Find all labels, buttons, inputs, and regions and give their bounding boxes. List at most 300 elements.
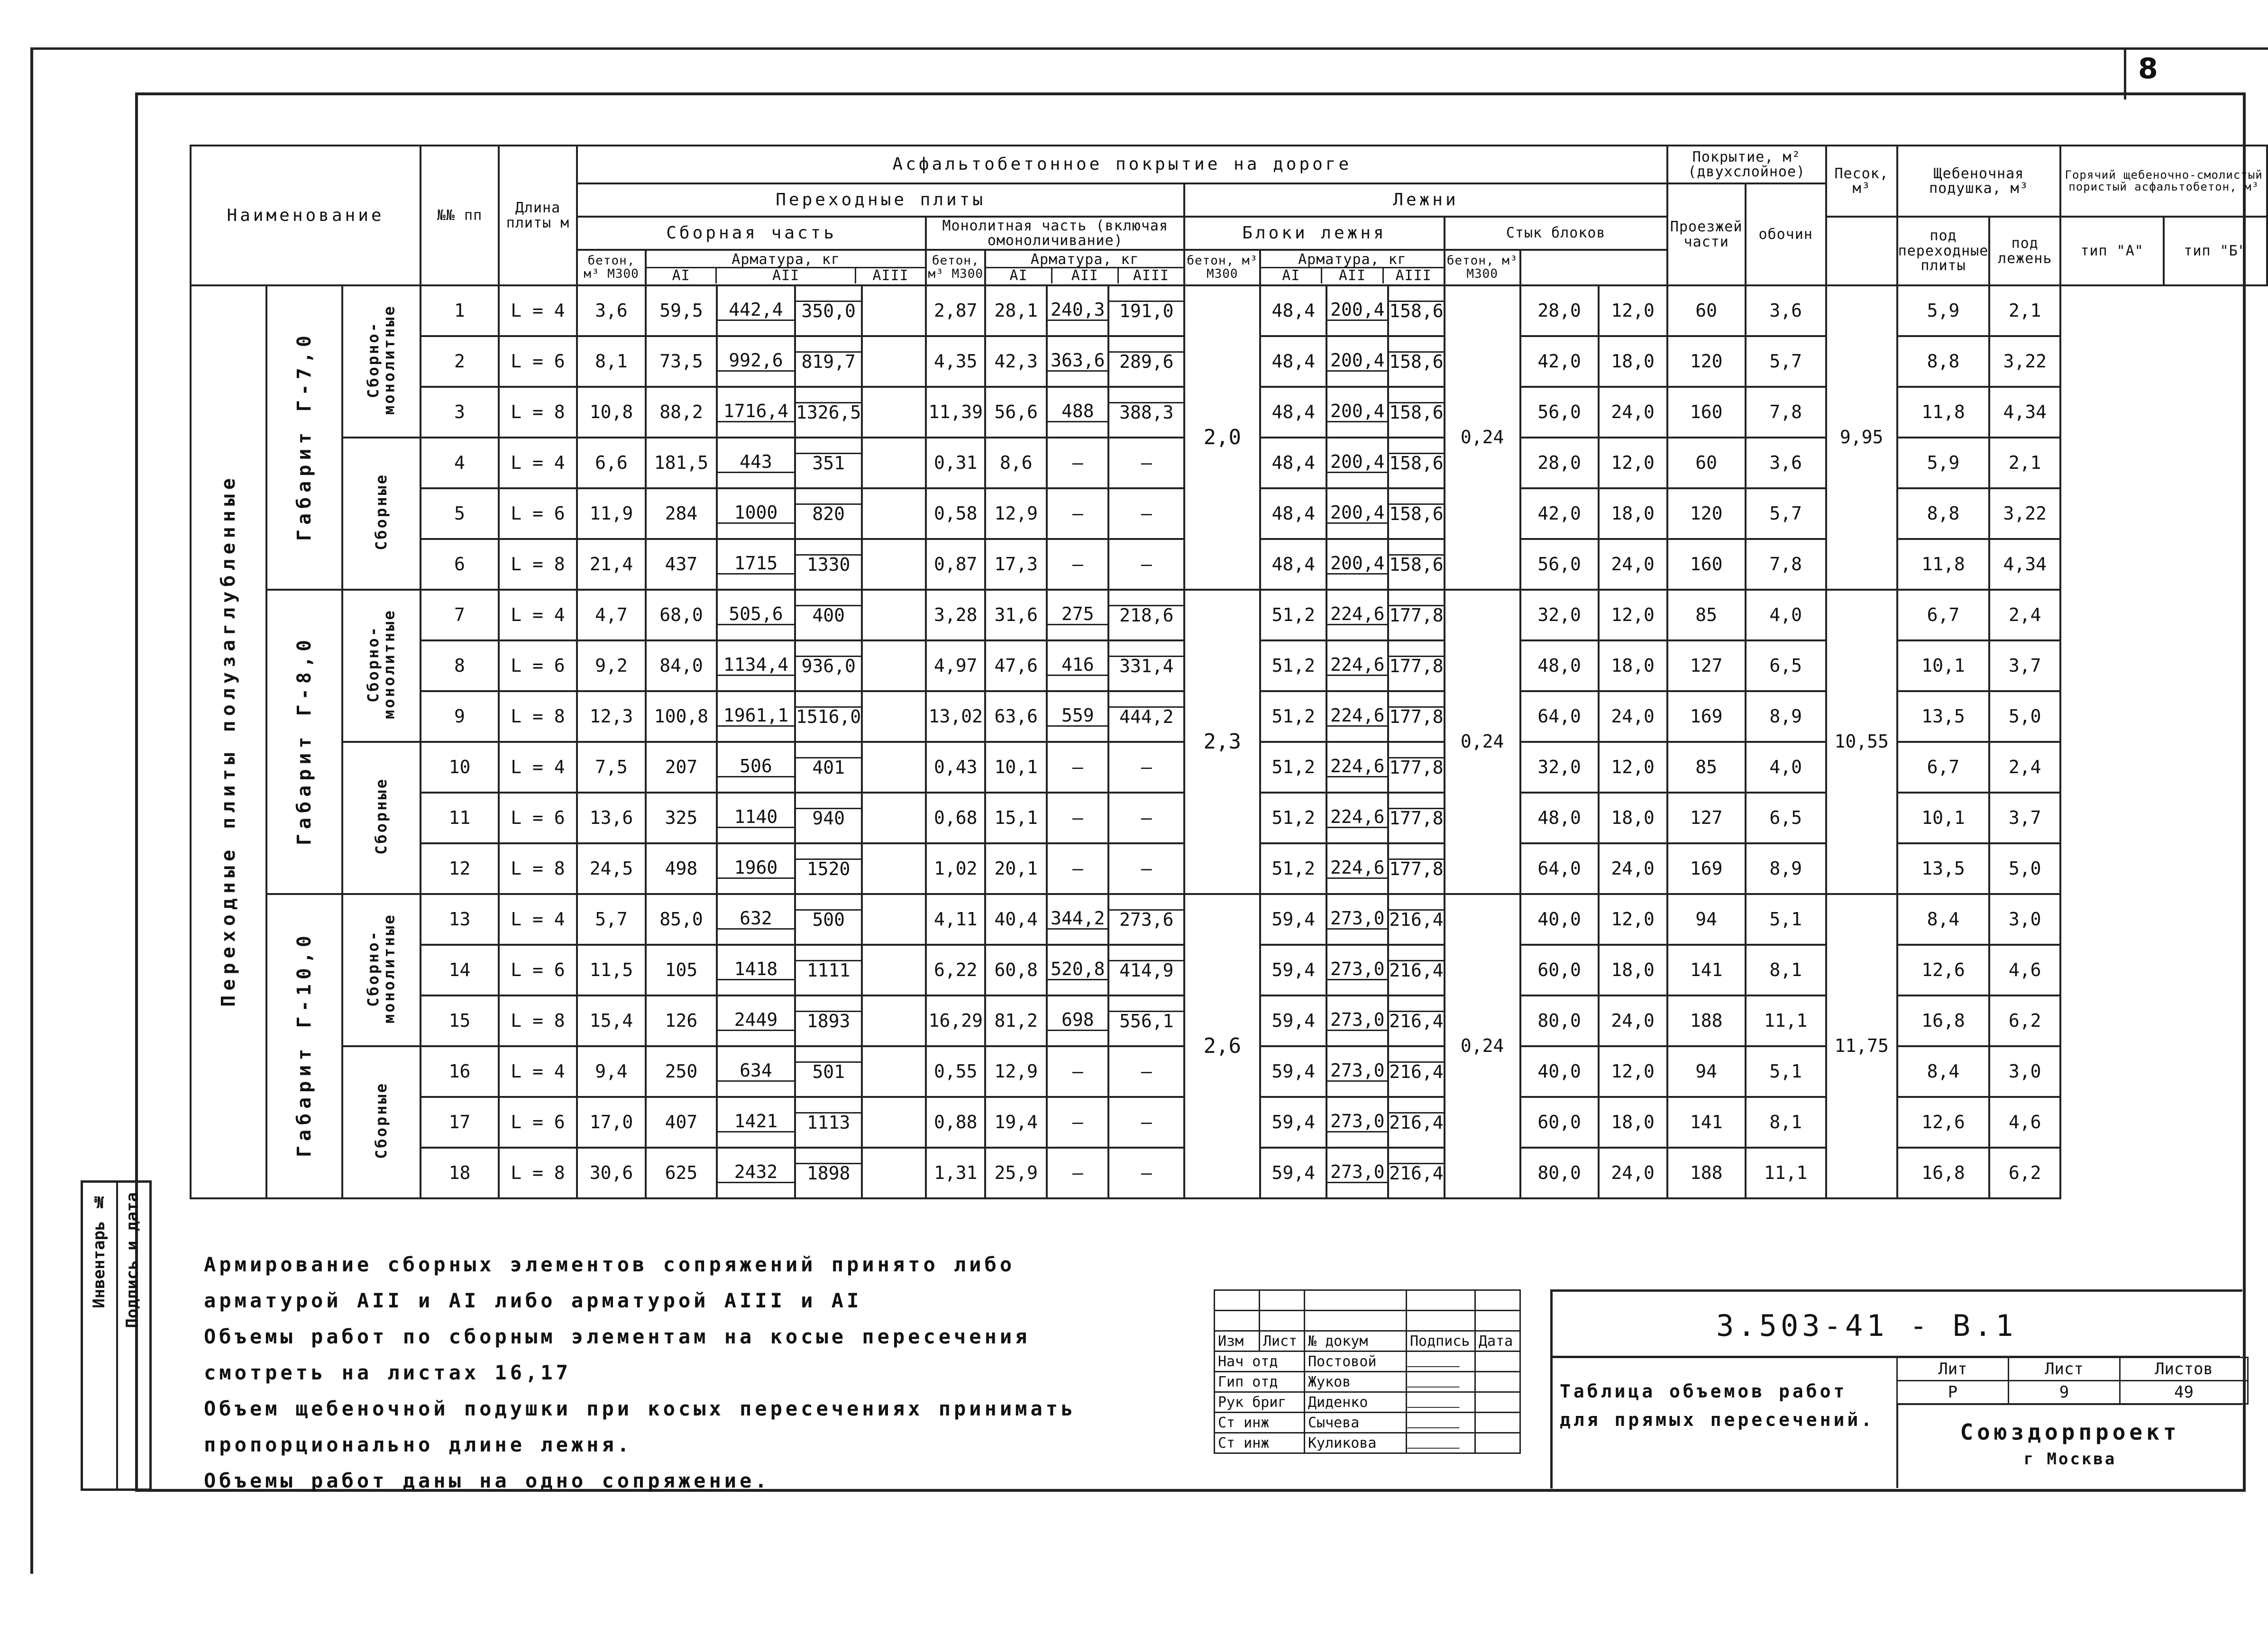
hot-asphalt-type-b: 6,2 [1989,1148,2060,1198]
assembly-a3-lower: 401 [812,757,845,778]
kind-label-mono [342,894,421,1046]
sand: 94 [1667,1046,1746,1097]
beam-a3 [1388,438,1444,488]
note-line: пропорционально длине лежня. [204,1433,633,1456]
mono-a2 [1047,285,1108,336]
assembly-concrete: 21,4 [577,539,646,590]
header-mono-rebar [985,250,1184,285]
mono-a2: — [1047,539,1108,590]
assembly-concrete: 6,6 [577,438,646,488]
beam-a1: 51,2 [1260,742,1326,793]
hot-asphalt-type-b: 2,1 [1989,285,2060,336]
cover-shoulder: 12,0 [1599,285,1667,336]
assembly-concrete: 17,0 [577,1097,646,1148]
beam-a2-upper: 224,6 [1327,808,1387,828]
mono-concrete: 0,55 [926,1046,985,1097]
assembly-concrete: 8,1 [577,336,646,387]
gravel-under-plates: 8,1 [1746,1097,1826,1148]
beam-a3 [1388,894,1444,945]
assembly-a2-upper: 1961,1 [718,706,794,727]
mono-a2: — [1047,1046,1108,1097]
stamp-role: Гип отд [1215,1372,1305,1392]
header-rebar-a1: АI [647,268,717,283]
stamp-role: Ст инж [1215,1413,1305,1433]
gravel-under-plates: 7,8 [1746,539,1826,590]
header-length: Длина плиты м [499,146,577,285]
row-length: L = 8 [499,387,577,438]
row-length: L = 4 [499,590,577,640]
row-number: 6 [421,539,499,590]
hot-asphalt-type-a: 8,8 [1897,488,1990,539]
beam-a2-upper: 224,6 [1327,858,1387,879]
beam-a3-lower: 158,6 [1389,554,1444,575]
mono-a3: — [1108,793,1184,843]
mono-a1: 63,6 [985,691,1047,742]
assembly-a3 [795,945,862,995]
mono-a1: 15,1 [985,793,1047,843]
assembly-a1: 207 [646,742,717,793]
hot-asphalt-type-a: 11,8 [1897,539,1990,590]
hot-asphalt-type-b: 2,4 [1989,742,2060,793]
assembly-a1: 59,5 [646,285,717,336]
assembly-extra [862,691,926,742]
cover-carriage: 56,0 [1520,387,1599,438]
stamp-signature-image [1407,1372,1475,1392]
assembly-a2 [717,1046,795,1097]
assembly-a2 [717,691,795,742]
beam-a3-lower: 177,8 [1389,808,1444,829]
mono-concrete: 0,43 [926,742,985,793]
mono-a2 [1047,590,1108,640]
assembly-a3 [795,1097,862,1148]
mono-a2-upper: 559 [1048,706,1107,727]
assembly-extra [862,640,926,691]
header-cover: Покрытие, м² (двухслойное) [1667,146,1826,183]
kind-label-text: Сборные [372,473,390,550]
assembly-extra [862,336,926,387]
cover-carriage: 80,0 [1520,995,1599,1046]
beam-a2-upper: 200,4 [1327,301,1387,321]
hot-asphalt-type-a: 10,1 [1897,640,1990,691]
lit-value: Р [1897,1381,2009,1404]
row-length: L = 4 [499,1046,577,1097]
mono-a2-upper: 698 [1048,1011,1107,1031]
beam-a2 [1326,1097,1388,1148]
beam-a2 [1326,1046,1388,1097]
mono-concrete: 0,88 [926,1097,985,1148]
row-length: L = 8 [499,539,577,590]
mono-a3 [1108,945,1184,995]
sand: 85 [1667,590,1746,640]
assembly-a3-lower: 500 [812,909,845,931]
mono-a1: 31,6 [985,590,1047,640]
gabarit-label [266,894,342,1198]
mono-a1: 40,4 [985,894,1047,945]
assembly-a2 [717,438,795,488]
mono-a2 [1047,640,1108,691]
row-number: 3 [421,387,499,438]
beam-a2 [1326,387,1388,438]
cover-carriage: 32,0 [1520,590,1599,640]
cover-carriage: 60,0 [1520,1097,1599,1148]
kind-label-precast [342,742,421,894]
beam-a1: 59,4 [1260,1046,1326,1097]
stamp-header-signature: Подпись [1407,1331,1475,1351]
beam-a3 [1388,640,1444,691]
stamp-signature-image [1407,1433,1475,1453]
mono-a3 [1108,336,1184,387]
header-beam-concrete: бетон, м³ М300 [1184,250,1260,285]
gravel-under-plates: 5,7 [1746,488,1826,539]
cover-shoulder: 18,0 [1599,488,1667,539]
beam-a1: 48,4 [1260,488,1326,539]
cover-carriage: 42,0 [1520,336,1599,387]
cover-shoulder: 12,0 [1599,438,1667,488]
assembly-a2-upper: 443 [718,453,794,473]
cover-shoulder: 18,0 [1599,1097,1667,1148]
organization-block [1896,1403,2242,1488]
beam-a3-lower: 177,8 [1389,605,1444,626]
beam-a2-upper: 224,6 [1327,757,1387,777]
assembly-extra [862,995,926,1046]
assembly-a3-lower: 1111 [806,960,850,981]
beam-a2-upper: 200,4 [1327,453,1387,473]
row-number: 1 [421,285,499,336]
header-beam-blocks: Блоки лежня [1184,217,1444,250]
mono-concrete: 0,68 [926,793,985,843]
gravel-under-plates: 6,5 [1746,640,1826,691]
row-length: L = 8 [499,1148,577,1198]
row-number: 15 [421,995,499,1046]
cover-shoulder: 12,0 [1599,590,1667,640]
assembly-a2 [717,1148,795,1198]
cover-carriage: 64,0 [1520,843,1599,894]
cover-carriage: 28,0 [1520,438,1599,488]
assembly-a2 [717,285,795,336]
gravel-under-plates: 5,7 [1746,336,1826,387]
beam-a2 [1326,438,1388,488]
beam-a1: 48,4 [1260,387,1326,438]
assembly-a2-upper: 2432 [718,1163,794,1183]
assembly-extra [862,945,926,995]
assembly-a3-lower: 1898 [806,1163,850,1184]
gravel-under-beds: 11,75 [1826,894,1897,1198]
beam-a3-lower: 216,4 [1389,1163,1444,1184]
kind-label-text: Сборно-монолитные [364,304,398,415]
stamp-person: Жуков [1305,1372,1407,1392]
header-under-beds: под лежень [1989,217,2060,285]
document-title: Таблица объемов работ для прямых пересечений. [1560,1381,1875,1430]
mono-concrete: 16,29 [926,995,985,1046]
mono-concrete: 4,35 [926,336,985,387]
mono-a3: — [1108,438,1184,488]
frame-top-line [30,47,2268,50]
assembly-a3-lower: 351 [812,453,845,474]
row-length: L = 8 [499,995,577,1046]
header-rebar-a2: АII [717,268,856,283]
assembly-a3 [795,590,862,640]
header-mono-concrete: бетон, м³ М300 [926,250,985,285]
assembly-a1: 407 [646,1097,717,1148]
row-length: L = 4 [499,742,577,793]
sheet-value: 9 [2009,1381,2120,1404]
header-mono-a1: АI [986,268,1052,283]
hot-asphalt-type-a: 13,5 [1897,691,1990,742]
row-number: 10 [421,742,499,793]
assembly-a1: 85,0 [646,894,717,945]
beam-a1: 48,4 [1260,539,1326,590]
beam-a3-lower: 216,4 [1389,909,1444,931]
row-length: L = 4 [499,285,577,336]
header-rebar [646,250,926,285]
header-beam-a1: АI [1261,268,1322,283]
note-line: Объемы работ по сборным элементам на косые пересечения [204,1325,1031,1348]
row-number: 18 [421,1148,499,1198]
row-length: L = 4 [499,438,577,488]
row-number: 16 [421,1046,499,1097]
cover-carriage: 80,0 [1520,1148,1599,1198]
beam-a3-lower: 177,8 [1389,706,1444,728]
beam-concrete: 2,6 [1184,894,1260,1198]
assembly-a2 [717,387,795,438]
assembly-a3-lower: 936,0 [801,656,856,677]
header-assembly-part: Сборная часть [577,217,926,250]
hot-asphalt-type-b: 3,7 [1989,640,2060,691]
beam-a3 [1388,336,1444,387]
page-number: 8 [2138,52,2158,85]
beam-a3-lower: 216,4 [1389,1112,1444,1133]
mono-a1: 81,2 [985,995,1047,1046]
hot-asphalt-type-a: 16,8 [1897,1148,1990,1198]
mono-concrete: 6,22 [926,945,985,995]
beam-a1: 51,2 [1260,590,1326,640]
gravel-under-plates: 11,1 [1746,1148,1826,1198]
block-joint: 0,24 [1445,285,1520,590]
mono-a1: 19,4 [985,1097,1047,1148]
hot-asphalt-type-b: 3,7 [1989,793,2060,843]
hot-asphalt-type-b: 4,6 [1989,945,2060,995]
mono-a2-upper: 488 [1048,402,1107,422]
assembly-a1: 84,0 [646,640,717,691]
beam-a2 [1326,894,1388,945]
beam-a3-lower: 216,4 [1389,960,1444,981]
assembly-a2 [717,793,795,843]
assembly-a1: 250 [646,1046,717,1097]
assembly-a1: 625 [646,1148,717,1198]
gabarit-label-text: Габарит Г-7,0 [293,330,315,541]
assembly-a2-upper: 2449 [718,1011,794,1031]
kind-label-mono [342,285,421,438]
mono-a3-lower: 191,0 [1119,301,1174,322]
hot-asphalt-type-b: 4,34 [1989,539,2060,590]
gravel-under-plates: 4,0 [1746,742,1826,793]
mono-a1: 28,1 [985,285,1047,336]
header-mono-a3: АIII [1133,267,1170,284]
sand: 141 [1667,1097,1746,1148]
assembly-extra [862,539,926,590]
assembly-concrete: 24,5 [577,843,646,894]
mono-a3 [1108,691,1184,742]
assembly-a3 [795,843,862,894]
mono-concrete: 0,87 [926,539,985,590]
beam-a2 [1326,793,1388,843]
mono-a1: 20,1 [985,843,1047,894]
beam-a3 [1388,488,1444,539]
sand: 160 [1667,539,1746,590]
beam-a3-lower: 158,6 [1389,402,1444,423]
assembly-a1: 181,5 [646,438,717,488]
cover-shoulder: 18,0 [1599,336,1667,387]
assembly-a3 [795,1046,862,1097]
row-number: 13 [421,894,499,945]
mono-concrete: 1,02 [926,843,985,894]
sand: 127 [1667,793,1746,843]
assembly-concrete: 10,8 [577,387,646,438]
beam-a2 [1326,691,1388,742]
mono-a1: 60,8 [985,945,1047,995]
header-beam-rebar [1260,250,1444,285]
group-label [191,285,266,1198]
sand: 60 [1667,285,1746,336]
assembly-a1: 126 [646,995,717,1046]
beam-a2-upper: 200,4 [1327,503,1387,524]
assembly-a2-upper: 1421 [718,1112,794,1132]
header-sand: Песок, м³ [1826,146,1897,217]
assembly-a3 [795,793,862,843]
assembly-a2-upper: 505,6 [718,605,794,625]
assembly-concrete: 4,7 [577,590,646,640]
assembly-extra [862,742,926,793]
note-line: Армирование сборных элементов сопряжений принято либо [204,1253,1015,1276]
mono-a2 [1047,894,1108,945]
beam-a2-upper: 273,0 [1327,1061,1387,1082]
gravel-under-plates: 8,9 [1746,691,1826,742]
cover-carriage: 48,0 [1520,640,1599,691]
assembly-a1: 88,2 [646,387,717,438]
beam-a2 [1326,285,1388,336]
assembly-a3 [795,488,862,539]
assembly-a3 [795,387,862,438]
cover-shoulder: 24,0 [1599,995,1667,1046]
gravel-under-plates: 11,1 [1746,995,1826,1046]
row-number: 14 [421,945,499,995]
group-label-text: Переходные плиты полузаглубленные [218,473,239,1007]
mono-a2: — [1047,843,1108,894]
header-hot-asphalt: Горячий щебеночно-смолистый пористый асфальтобетон, м³ [2060,146,2267,217]
hot-asphalt-type-a: 12,6 [1897,945,1990,995]
cover-carriage: 64,0 [1520,691,1599,742]
beam-a2 [1326,1148,1388,1198]
mono-a3-lower: 444,2 [1119,706,1174,728]
beam-a3 [1388,590,1444,640]
mono-concrete: 11,39 [926,387,985,438]
frame-left-line [30,47,33,1574]
assembly-concrete: 11,5 [577,945,646,995]
header-beam-a3: АIII [1395,267,1432,284]
table-body [191,285,2267,1198]
assembly-a3 [795,336,862,387]
hot-asphalt-type-b: 3,22 [1989,336,2060,387]
mono-concrete: 4,97 [926,640,985,691]
assembly-extra [862,1046,926,1097]
assembly-a2 [717,945,795,995]
stamp-signature-image [1407,1413,1475,1433]
assembly-a2 [717,843,795,894]
assembly-concrete: 9,2 [577,640,646,691]
hot-asphalt-type-a: 5,9 [1897,438,1990,488]
assembly-a2-upper: 1000 [718,503,794,524]
beam-a2-upper: 273,0 [1327,1163,1387,1183]
row-number: 2 [421,336,499,387]
assembly-concrete: 3,6 [577,285,646,336]
assembly-extra [862,590,926,640]
beam-concrete: 2,3 [1184,590,1260,894]
assembly-concrete: 12,3 [577,691,646,742]
mono-a2-upper: 416 [1048,656,1107,676]
row-number: 7 [421,590,499,640]
mono-a2 [1047,336,1108,387]
assembly-a3-lower: 350,0 [801,301,856,322]
mono-a3 [1108,387,1184,438]
beam-a3 [1388,285,1444,336]
assembly-a2-upper: 634 [718,1061,794,1082]
assembly-a3-lower: 1330 [806,554,850,575]
row-number: 11 [421,793,499,843]
mono-concrete: 0,58 [926,488,985,539]
hot-asphalt-type-b: 3,0 [1989,1046,2060,1097]
assembly-a1: 100,8 [646,691,717,742]
sand: 94 [1667,894,1746,945]
assembly-a2 [717,894,795,945]
beam-a3-lower: 177,8 [1389,757,1444,778]
beam-a3 [1388,945,1444,995]
row-length: L = 6 [499,1097,577,1148]
assembly-a3-lower: 1113 [806,1112,850,1133]
beam-a3-lower: 158,6 [1389,301,1444,322]
mono-a2: — [1047,1097,1108,1148]
assembly-a3-lower: 940 [812,808,845,829]
assembly-extra [862,843,926,894]
beam-a3-lower: 158,6 [1389,503,1444,525]
stamp-header-sheet: Лист [1260,1331,1305,1351]
kind-label-precast [342,1046,421,1198]
header-type-a: тип "А" [2060,217,2164,285]
beam-a3-lower: 158,6 [1389,351,1444,373]
assembly-a2 [717,488,795,539]
volumes-table [190,145,2268,1199]
mono-a2 [1047,691,1108,742]
beam-a1: 51,2 [1260,691,1326,742]
beam-a2 [1326,488,1388,539]
hot-asphalt-type-b: 4,34 [1989,387,2060,438]
header-under-plates: под переходные плиты [1897,217,1990,285]
beam-a1: 59,4 [1260,945,1326,995]
cover-shoulder: 18,0 [1599,640,1667,691]
mono-a1: 8,6 [985,438,1047,488]
row-number: 4 [421,438,499,488]
mono-a1: 12,9 [985,1046,1047,1097]
stamp-person: Сычева [1305,1413,1407,1433]
assembly-a1: 73,5 [646,336,717,387]
sheets-header: Листов [2120,1358,2248,1381]
mono-a3-lower: 388,3 [1119,402,1174,423]
beam-a2 [1326,995,1388,1046]
cover-carriage: 40,0 [1520,1046,1599,1097]
hot-asphalt-type-b: 2,1 [1989,438,2060,488]
assembly-a2-upper: 1134,4 [718,656,794,676]
cover-carriage: 28,0 [1520,285,1599,336]
table-row [191,894,2267,945]
